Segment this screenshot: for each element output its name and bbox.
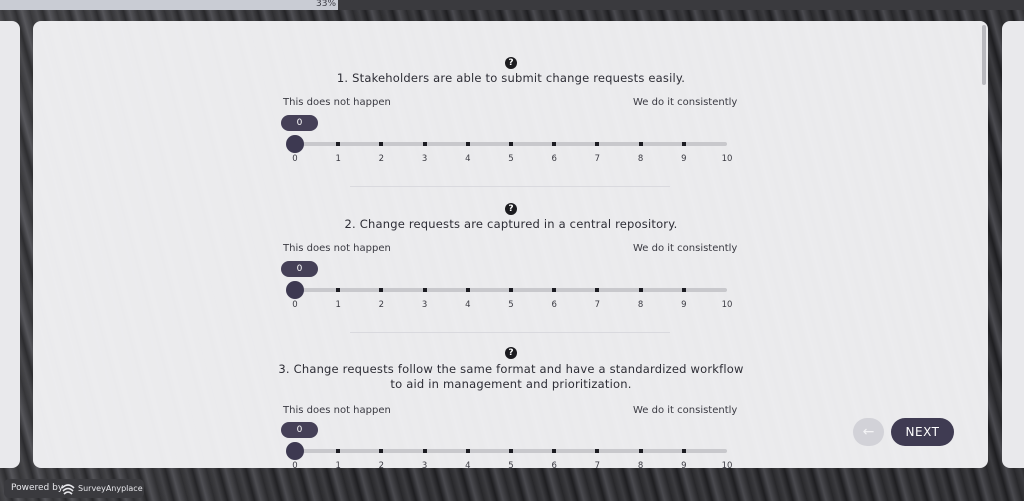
slider-value-bubble: 0 [281, 261, 318, 277]
surveyanyplace-logo-icon [61, 482, 75, 495]
slider-tick-mark [509, 142, 513, 146]
scale-min-label: This does not happen [283, 97, 391, 108]
scale-max-label: We do it consistently [633, 97, 738, 108]
scale-min-label: This does not happen [283, 243, 391, 254]
slider-tick-label: 8 [637, 300, 644, 310]
slider-tick-mark [595, 449, 599, 453]
back-button[interactable] [853, 418, 884, 446]
slider-tick-label: 1 [335, 300, 341, 310]
slider-tick-mark [682, 142, 686, 146]
powered-by-badge[interactable] [4, 479, 144, 498]
question-text: 1. Stakeholders are able to submit change requests easily. [336, 71, 686, 85]
slider-tick-label: 2 [378, 300, 385, 310]
slider-tick-mark [682, 288, 686, 292]
progress-fill [0, 0, 338, 10]
slider-tick-label: 5 [508, 300, 514, 310]
slider-tick-label: 6 [551, 300, 557, 310]
slider-tick-label: 0 [292, 300, 298, 310]
survey-card [33, 21, 988, 468]
slider-tick-mark [336, 142, 340, 146]
slider-tick-mark [466, 288, 470, 292]
card-scrollbar[interactable] [982, 25, 986, 85]
slider-tick-mark [595, 142, 599, 146]
question-text: 3. Change requests follow the same format and have a standardized workflow to aid in management and prioritization. [278, 362, 744, 391]
slider-tick-label: 10 [721, 461, 733, 468]
next-button[interactable]: NEXT [891, 418, 954, 446]
slider-tick-label: 9 [681, 461, 687, 468]
scale-max-label: We do it consistently [633, 405, 738, 416]
slider-tick-mark [639, 288, 643, 292]
slider-tick-mark [423, 288, 427, 292]
question-divider [350, 332, 670, 333]
slider-tick-label: 5 [508, 154, 514, 164]
slider-tick-label: 4 [465, 154, 471, 164]
slider-tick-label: 7 [594, 461, 601, 468]
slider-tick-label: 2 [378, 461, 385, 468]
slider-tick-mark [682, 449, 686, 453]
brand-name: SurveyAnyplace [78, 484, 143, 493]
slider-tick-label: 10 [721, 154, 733, 164]
slider-tick-mark [423, 142, 427, 146]
scale-min-label: This does not happen [283, 405, 391, 416]
slider-tick-label: 8 [637, 461, 644, 468]
slider-tick-label: 3 [421, 300, 428, 310]
previous-page-card [0, 21, 20, 468]
slider-tick-mark [639, 449, 643, 453]
scale-max-label: We do it consistently [633, 243, 738, 254]
slider-tick-mark [466, 449, 470, 453]
slider-tick-label: 3 [421, 154, 428, 164]
slider-tick-mark [379, 449, 383, 453]
next-page-card [1002, 21, 1024, 468]
slider-tick-label: 3 [421, 461, 428, 468]
slider-handle[interactable] [286, 442, 304, 460]
slider-tick-label: 1 [335, 461, 341, 468]
progress-bar [0, 0, 1024, 10]
question-divider [350, 186, 670, 187]
help-icon[interactable]: ? [505, 57, 517, 69]
slider-handle[interactable] [286, 135, 304, 153]
slider-tick-label: 8 [637, 154, 644, 164]
slider-tick-label: 1 [335, 154, 341, 164]
slider-tick-mark [509, 449, 513, 453]
question-text: 2. Change requests are captured in a central repository. [344, 217, 678, 231]
slider-tick-mark [509, 288, 513, 292]
slider-tick-mark [336, 449, 340, 453]
slider-tick-mark [336, 288, 340, 292]
slider-tick-label: 2 [378, 154, 385, 164]
slider-tick-label: 0 [292, 461, 298, 468]
slider-tick-label: 10 [721, 300, 733, 310]
help-icon[interactable]: ? [505, 203, 517, 215]
slider-tick-mark [552, 288, 556, 292]
slider-tick-mark [595, 288, 599, 292]
slider-tick-label: 9 [681, 300, 687, 310]
powered-by-label: Powered by [11, 483, 64, 493]
slider-value-bubble: 0 [281, 422, 318, 438]
slider-tick-label: 0 [292, 154, 298, 164]
slider-tick-label: 7 [594, 154, 601, 164]
progress-percent: 33% [316, 0, 337, 9]
slider-tick-mark [552, 142, 556, 146]
slider-tick-label: 9 [681, 154, 687, 164]
slider-tick-mark [379, 142, 383, 146]
slider-tick-mark [423, 449, 427, 453]
help-icon[interactable]: ? [505, 347, 517, 359]
slider-handle[interactable] [286, 281, 304, 299]
slider-value-bubble: 0 [281, 115, 318, 131]
slider-tick-label: 6 [551, 461, 557, 468]
arrow-left-icon: ← [862, 424, 875, 440]
slider-tick-label: 7 [594, 300, 601, 310]
slider-tick-label: 4 [465, 300, 471, 310]
slider-tick-label: 6 [551, 154, 557, 164]
slider-tick-mark [466, 142, 470, 146]
slider-tick-label: 5 [508, 461, 514, 468]
slider-tick-mark [552, 449, 556, 453]
slider-tick-label: 4 [465, 461, 471, 468]
slider-tick-mark [379, 288, 383, 292]
slider-tick-mark [639, 142, 643, 146]
